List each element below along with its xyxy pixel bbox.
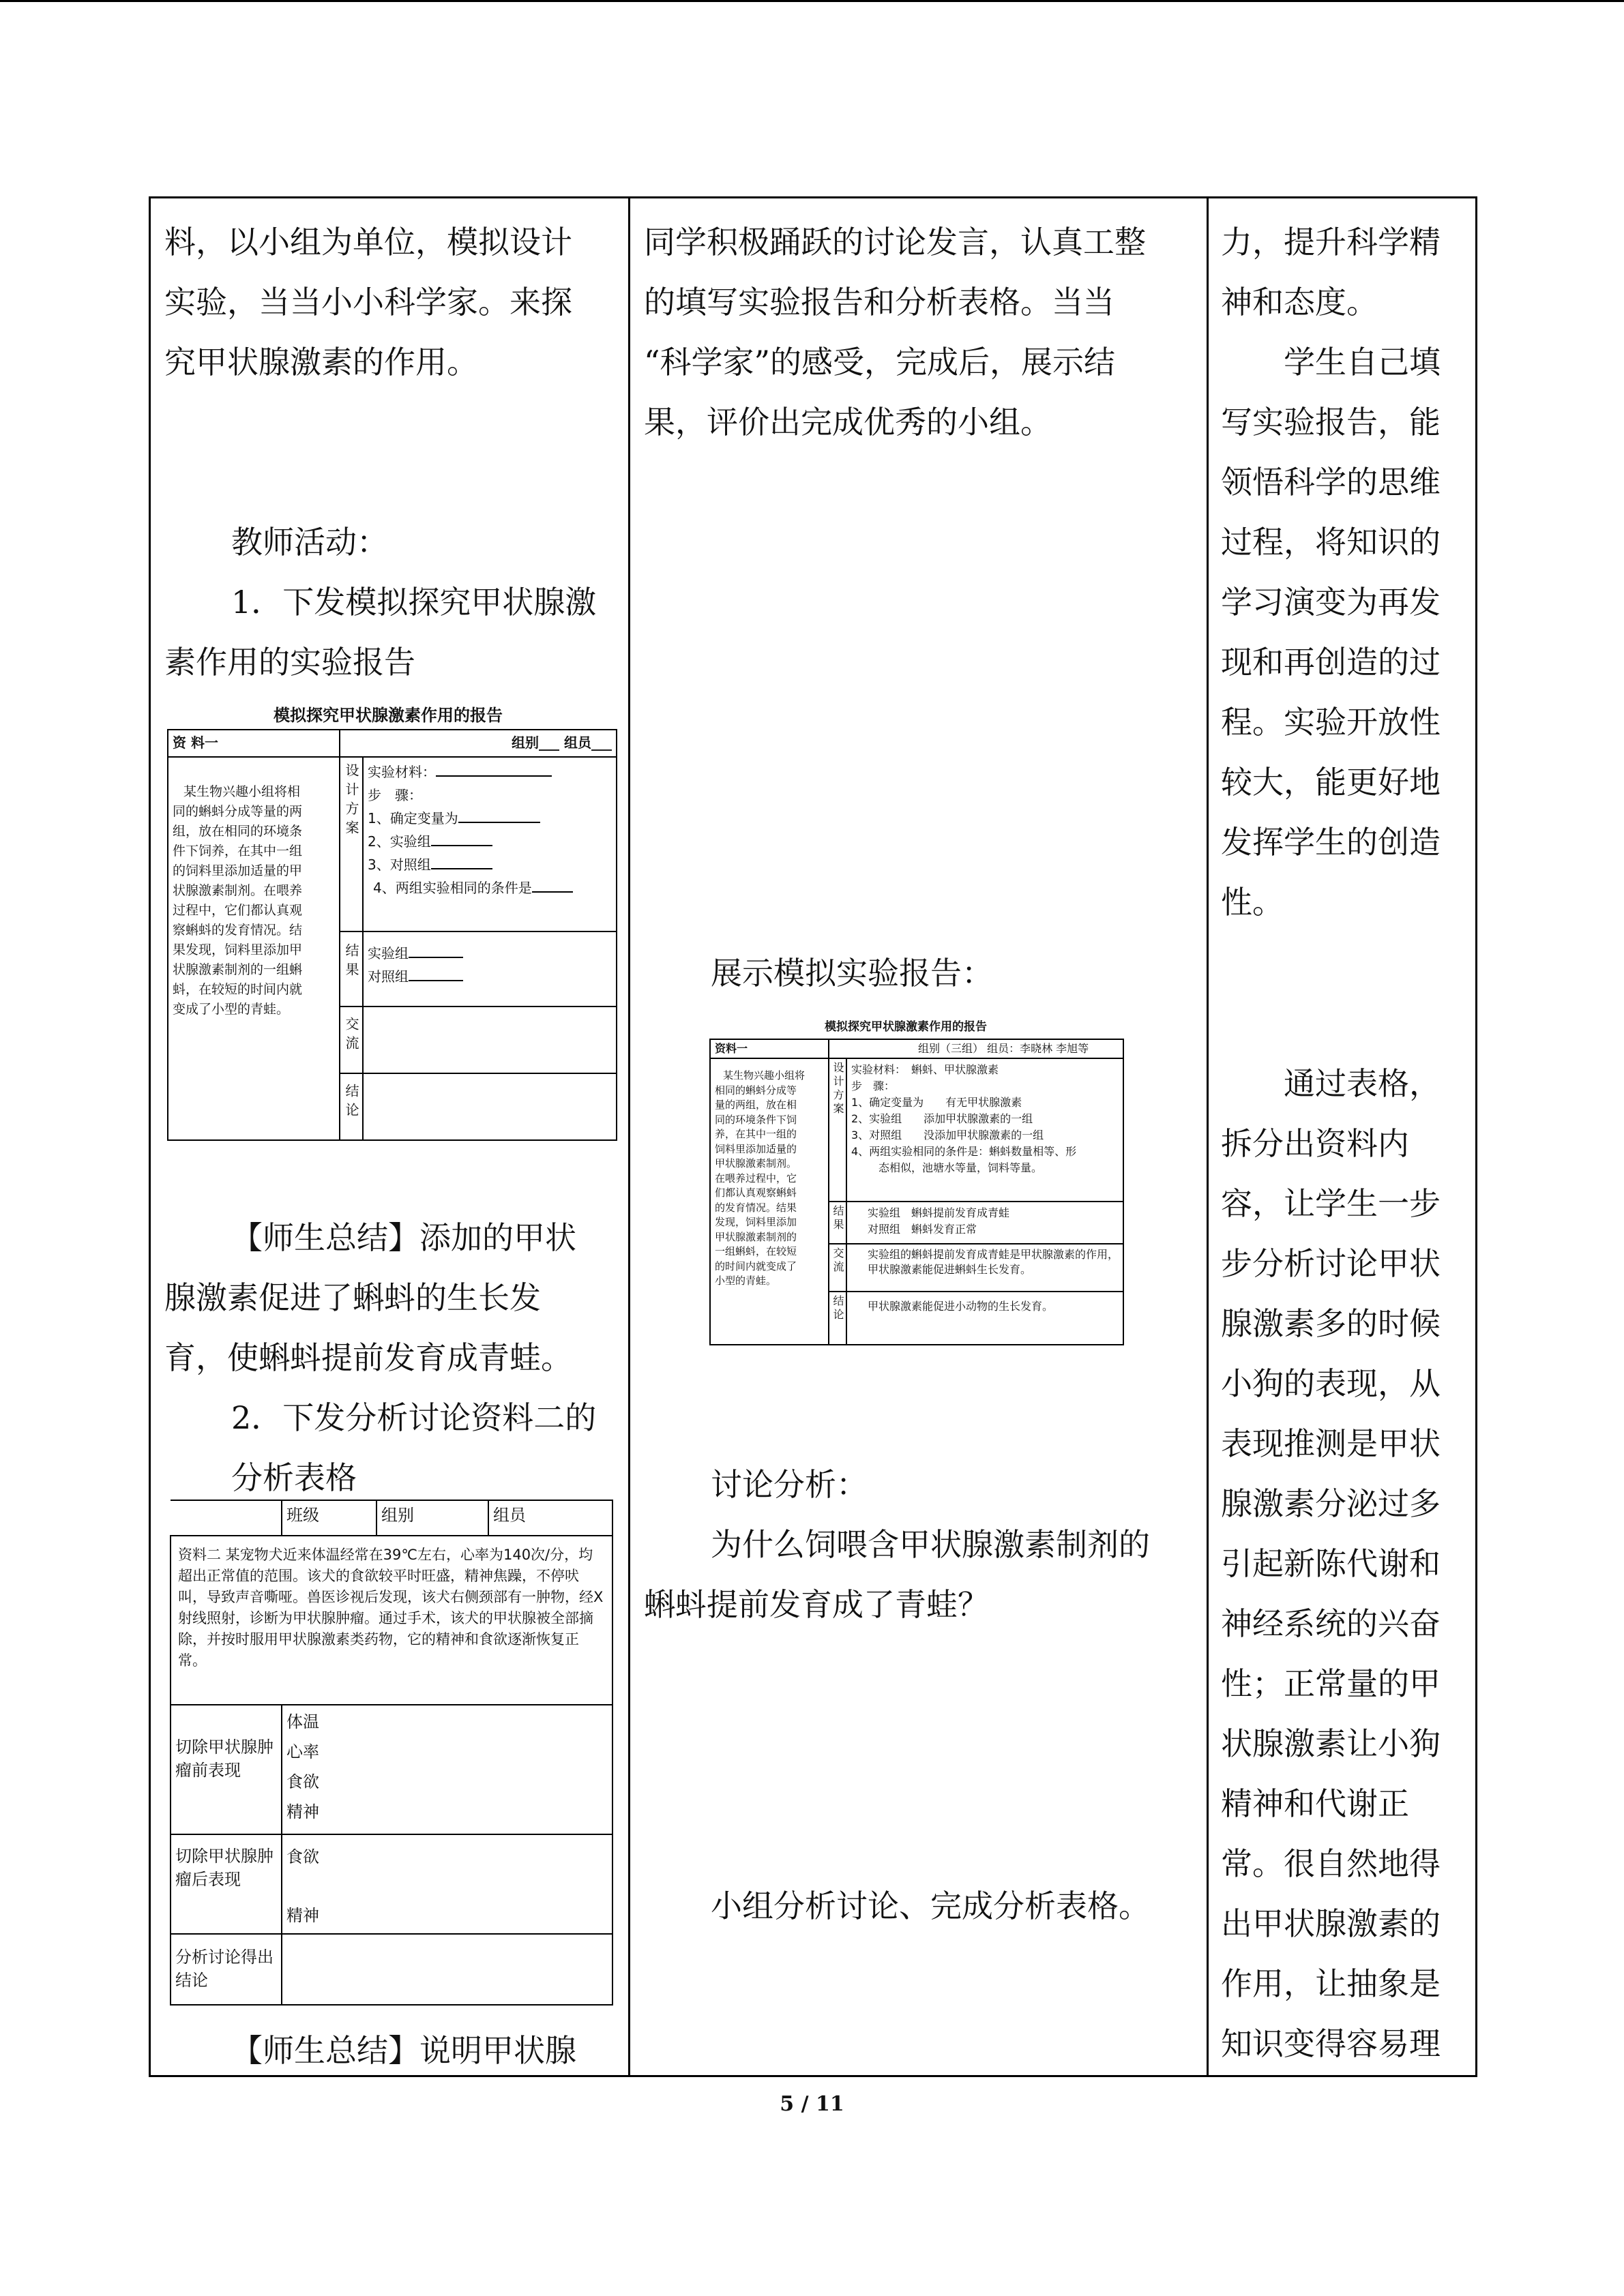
form3-material-line: 一组蝌蚪，在较短 — [715, 1245, 797, 1257]
form1-sec-design-label: 设计方案 — [343, 763, 359, 839]
form2-after-item: 食欲 — [286, 1847, 319, 1866]
form1-table — [167, 729, 617, 1141]
form1-title: 模拟探究甲状腺激素作用的报告 — [274, 706, 503, 725]
col3-line: 腺激素分泌过多 — [1221, 1485, 1441, 1522]
form2-blank-corner — [171, 1500, 282, 1536]
col2-line: 的填写实验报告和分析表格。当当 — [644, 284, 1114, 320]
page-number: 5 / 11 — [780, 2092, 844, 2116]
form1-sec-result-label: 结果 — [343, 943, 359, 981]
col3-line: 领悟科学的思维 — [1221, 464, 1441, 501]
form1-design-line: 1、确定变量为 — [368, 807, 612, 830]
form1-design-line: 实验材料： — [368, 760, 612, 784]
form3-result — [846, 1202, 1123, 1244]
top-rule — [0, 0, 1624, 2]
student-activity-column — [628, 196, 1209, 2077]
summary2-line: 【师生总结】说明甲状腺 — [231, 2032, 576, 2069]
form3-header-left: 资料一 — [710, 1039, 829, 1058]
form3-design-line: 步 骤： — [851, 1079, 896, 1092]
form3-design-line: 1、确定变量为 有无甲状腺激素 — [851, 1096, 1022, 1109]
col3-line: 表现推测是甲状 — [1221, 1425, 1441, 1462]
col3-line: 状腺激素让小狗 — [1221, 1725, 1441, 1762]
form1-header-right: 组别___ 组员___ — [340, 730, 617, 757]
form1-material-line: 组，放在相同的环境条 — [173, 824, 303, 839]
form1-sec-conclusion — [340, 1073, 363, 1140]
form2-before-item: 体温 — [286, 1712, 319, 1731]
form3-design-line: 3、对照组 没添加甲状腺激素的一组 — [851, 1129, 1044, 1142]
col2-line: “科学家”的感受，完成后，展示结 — [644, 344, 1116, 381]
form3-sec-exchange-label: 交流 — [831, 1247, 844, 1274]
form1-material-line: 的饲料里添加适量的甲 — [173, 863, 303, 878]
form3-material-line: 量的两组，放在相 — [715, 1099, 797, 1111]
col3-line: 拆分出资料内 — [1221, 1125, 1409, 1162]
form1-conclusion-blank — [363, 1073, 617, 1140]
form3-sec-result-label: 结果 — [831, 1205, 844, 1232]
form3-sec-design — [829, 1058, 846, 1202]
col3-line: 写实验报告，能 — [1221, 404, 1441, 441]
form2-h-class: 班级 — [282, 1500, 377, 1536]
group-task-label: 小组分析讨论、完成分析表格。 — [711, 1888, 1150, 1924]
form3-sec-design-label: 设计方案 — [831, 1062, 844, 1116]
form3-sec-conclusion-label: 结论 — [831, 1295, 844, 1322]
form2-after-items — [282, 1834, 612, 1934]
form3-material-line: 同的环境条件下饲 — [715, 1113, 797, 1126]
form2-analysis-blank — [282, 1934, 612, 2005]
col3-line: 作用，让抽象是 — [1221, 1965, 1441, 2002]
form1-material-line: 变成了小型的青蛙。 — [173, 1002, 290, 1017]
col3-line: 性；正常量的甲 — [1221, 1665, 1441, 1702]
col1-line: 料，以小组为单位，模拟设计 — [164, 224, 572, 260]
form3-material — [710, 1058, 829, 1345]
form2-before-item: 食欲 — [286, 1772, 319, 1791]
form1-sec-exchange — [340, 1007, 363, 1073]
col3-line: 现和再创造的过 — [1221, 644, 1441, 681]
col3-line: 通过表格， — [1284, 1065, 1441, 1102]
design-intent-column — [1207, 196, 1477, 2077]
form1-design — [363, 757, 617, 931]
form2-h-members: 组员 — [488, 1500, 612, 1536]
form1-sec-exchange-label: 交流 — [343, 1017, 359, 1055]
form3-header-right: 组别（三组） 组员：李晓林 李旭等 — [829, 1039, 1123, 1058]
form1-design-line: 步 骤： — [368, 787, 422, 803]
col3-line: 发挥学生的创造 — [1221, 824, 1441, 861]
form3-material-line: 养，在其中一组的 — [715, 1128, 797, 1140]
form2-analysis-label: 分析讨论得出结论 — [171, 1934, 282, 2005]
col3-line: 常。很自然地得 — [1221, 1845, 1441, 1882]
form1-material-line: 某生物兴趣小组将相 — [183, 784, 301, 799]
form1-sec-design — [340, 757, 363, 931]
col3-line: 神和态度。 — [1221, 284, 1378, 320]
task1-line: 1．下发模拟探究甲状腺激 — [231, 584, 597, 621]
form3-design-line: 2、实验组 添加甲状腺激素的一组 — [851, 1112, 1033, 1125]
col2-line: 同学积极踊跃的讨论发言，认真工整 — [644, 224, 1146, 260]
form1-design-line: 4、两组实验相同的条件是 — [368, 876, 612, 899]
form3-design — [846, 1058, 1123, 1202]
form3-material-line: 相同的蝌蚪分成等 — [715, 1084, 797, 1097]
form2-table — [170, 1500, 613, 2006]
col1-line: 实验，当当小小科学家。来探 — [164, 284, 572, 320]
form1-result — [363, 931, 617, 1007]
form1-design-line: 2、实验组 — [368, 830, 612, 853]
col3-line: 小狗的表现，从 — [1221, 1365, 1441, 1402]
form2-material: 资料二 某宠物犬近来体温经常在39℃左右，心率为140次/分，均超出正常值的范围。该犬的食欲较平时旺盛，精神焦躁，不停吠叫，导致声音嘶哑。兽医诊视后发现，该犬右侧颈部有一肿物，经X射线照射，诊断为甲状腺肿瘤。通过手术，该犬的甲状腺被全部摘除，并按时服用甲状腺激素类药物，它的精神和食欲逐渐恢复正常。 — [171, 1536, 612, 1705]
form3-result-line: 对照组 蝌蚪发育正常 — [868, 1223, 977, 1236]
form1-material-line: 状腺激素制剂。在喂养 — [173, 883, 303, 898]
form1-design-line: 3、对照组 — [368, 853, 612, 876]
col2-line: 果，评价出完成优秀的小组。 — [644, 404, 1052, 441]
col1-line: 究甲状腺激素的作用。 — [164, 344, 478, 381]
form3-design-line: 4、两组实验相同的条件是：蝌蚪数量相等、形 — [851, 1145, 1077, 1158]
form3-design-line: 态相似，池塘水等量，饲料等量。 — [879, 1161, 1043, 1174]
form1-exchange-blank — [363, 1007, 617, 1073]
teacher-activity-heading: 教师活动： — [231, 524, 388, 561]
form2-before-item: 精神 — [286, 1802, 319, 1821]
form2-before-item: 心率 — [286, 1742, 319, 1761]
form1-material — [168, 757, 340, 1140]
form1-material-line: 同的蝌蚪分成等量的两 — [173, 804, 303, 819]
col3-line: 容，让学生一步 — [1221, 1185, 1441, 1222]
form3-material-line: 发现，饲料里添加 — [715, 1216, 797, 1228]
form2-after-label: 切除甲状腺肿瘤后表现 — [171, 1834, 282, 1934]
form3-title: 模拟探究甲状腺激素作用的报告 — [825, 1020, 987, 1034]
col3-line: 学习演变为再发 — [1221, 584, 1441, 621]
summary1-line: 育，使蝌蚪提前发育成青蛙。 — [164, 1339, 572, 1376]
form3-result-line: 实验组 蝌蚪提前发育成青蛙 — [868, 1206, 1010, 1219]
col3-line: 步分析讨论甲状 — [1221, 1245, 1441, 1282]
form1-sec-result — [340, 931, 363, 1007]
form1-material-line: 状腺激素制剂的一组蝌 — [173, 962, 303, 977]
form3-sec-result — [829, 1202, 846, 1244]
form1-material-line: 察蝌蚪的发育情况。结 — [173, 923, 303, 938]
form2-before-items — [282, 1705, 612, 1834]
question-line: 为什么饲喂含甲状腺激素制剂的 — [711, 1526, 1150, 1563]
teacher-activity-column — [149, 196, 630, 2077]
form2-before-label: 切除甲状腺肿瘤前表现 — [171, 1705, 282, 1834]
form3-design-line: 实验材料： 蝌蚪、甲状腺激素 — [851, 1063, 999, 1076]
form2-h-group: 组别 — [377, 1500, 488, 1536]
question-line: 蝌蚪提前发育成了青蛙？ — [644, 1586, 989, 1623]
col3-line: 性。 — [1221, 884, 1284, 921]
form3-material-line: 甲状腺激素制剂。 — [715, 1157, 797, 1169]
form3-material-line: 甲状腺激素制剂的 — [715, 1230, 797, 1243]
form3-material-line: 某生物兴趣小组将 — [723, 1069, 806, 1082]
col3-line: 出甲状腺激素的 — [1221, 1905, 1441, 1942]
form3-material-line: 的发育情况。结果 — [715, 1201, 797, 1214]
form1-material-line: 果发现，饲料里添加甲 — [173, 942, 303, 957]
form3-table — [709, 1039, 1124, 1345]
col3-line: 程。实验开放性 — [1221, 704, 1441, 741]
summary1-line: 【师生总结】添加的甲状 — [231, 1219, 576, 1256]
form3-material-line: 饲料里添加适量的 — [715, 1142, 797, 1155]
form1-header-left: 资 料一 — [168, 730, 340, 757]
col3-line: 过程，将知识的 — [1221, 524, 1441, 561]
form3-conclusion: 甲状腺激素能促进小动物的生长发育。 — [846, 1292, 1123, 1345]
summary1-line: 腺激素促进了蝌蚪的生长发 — [164, 1279, 541, 1316]
form3-sec-conclusion — [829, 1292, 846, 1345]
col3-line: 知识变得容易理 — [1221, 2025, 1441, 2062]
col3-line: 精神和代谢正 — [1221, 1785, 1409, 1822]
form3-material-line: 的时间内就变成了 — [715, 1259, 797, 1272]
form3-material-line: 小型的青蛙。 — [715, 1274, 777, 1287]
form3-sec-exchange — [829, 1244, 846, 1292]
form1-sec-conclusion-label: 结论 — [343, 1084, 359, 1122]
form1-result-line: 实验组 — [368, 942, 612, 965]
col3-line: 较大，能更好地 — [1221, 764, 1441, 801]
col3-line: 力，提升科学精 — [1221, 224, 1441, 260]
form1-material-line: 件下饲养，在其中一组 — [173, 844, 303, 859]
form1-material-line: 过程中，它们都认真观 — [173, 903, 303, 918]
col3-line: 神经系统的兴奋 — [1221, 1605, 1441, 1642]
form2-after-item: 精神 — [286, 1906, 319, 1925]
col3-line: 腺激素多的时候 — [1221, 1305, 1441, 1342]
task1-line: 素作用的实验报告 — [164, 644, 415, 681]
task2-line: 2．下发分析讨论资料二的 — [231, 1399, 597, 1436]
col3-line: 引起新陈代谢和 — [1221, 1545, 1441, 1582]
col3-line: 学生自己填 — [1284, 344, 1441, 381]
form3-material-line: 在喂养过程中，它 — [715, 1172, 797, 1184]
show-report-label: 展示模拟实验报告： — [711, 955, 993, 992]
form1-material-line: 蚪，在较短的时间内就 — [173, 982, 303, 997]
form1-result-line: 对照组 — [368, 965, 612, 988]
form3-material-line: 们都认真观察蝌蚪 — [715, 1187, 797, 1199]
task2-line: 分析表格 — [231, 1459, 357, 1496]
form3-exchange: 实验组的蝌蚪提前发育成青蛙是甲状腺激素的作用，甲状腺激素能促进蝌蚪生长发育。 — [846, 1244, 1123, 1292]
discussion-label: 讨论分析： — [711, 1466, 868, 1503]
